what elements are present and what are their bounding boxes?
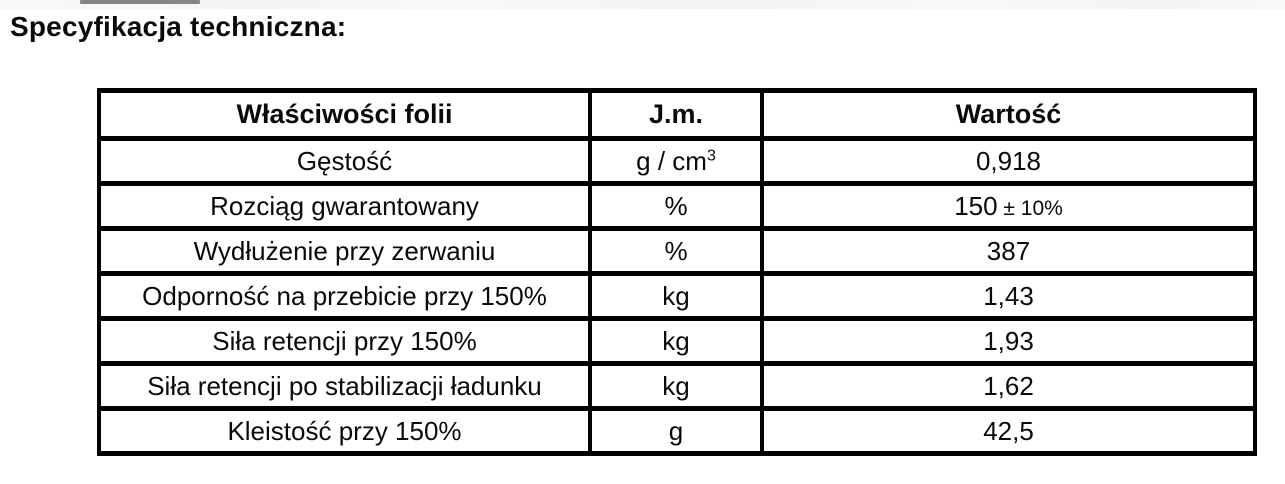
spec-table-body <box>99 139 1255 454</box>
value-text: 0,918 <box>975 145 1042 176</box>
scan-artifact-smudge <box>80 0 200 4</box>
cell-property: Siła retencji przy 150% <box>99 319 590 364</box>
value-text: 387 <box>986 235 1031 266</box>
value-suffix: ± 10% <box>997 196 1063 220</box>
table-row <box>99 319 1255 364</box>
unit-text: % <box>664 190 688 221</box>
table-row <box>99 139 1255 184</box>
unit-superscript: 3 <box>706 146 716 164</box>
spec-table <box>97 88 1257 456</box>
cell-unit <box>590 319 762 364</box>
unit-text: g / cm <box>636 145 707 176</box>
value-text: 150 <box>954 190 998 221</box>
unit-text: % <box>664 235 688 266</box>
cell-property: Kleistość przy 150% <box>99 409 590 454</box>
value-text: 1,43 <box>983 280 1034 311</box>
col-header-property: Właściwości folii <box>99 91 590 139</box>
unit-text: g <box>668 415 684 446</box>
cell-unit <box>590 229 762 274</box>
cell-property: Rozciąg gwarantowany <box>99 184 590 229</box>
unit-text: kg <box>662 280 690 311</box>
cell-unit <box>590 409 762 454</box>
cell-value <box>762 364 1255 409</box>
unit-text: kg <box>662 325 690 356</box>
cell-value <box>762 229 1255 274</box>
value-text: 1,93 <box>983 325 1034 356</box>
cell-unit <box>590 184 762 229</box>
table-row <box>99 364 1255 409</box>
cell-value <box>762 319 1255 364</box>
value-text: 1,62 <box>983 370 1034 401</box>
table-row <box>99 409 1255 454</box>
table-row <box>99 229 1255 274</box>
cell-value <box>762 409 1255 454</box>
col-header-unit: J.m. <box>590 91 762 139</box>
spec-table-header <box>99 91 1255 139</box>
cell-property: Siła retencji po stabilizacji ładunku <box>99 364 590 409</box>
cell-unit <box>590 364 762 409</box>
cell-value <box>762 139 1255 184</box>
cell-unit <box>590 274 762 319</box>
col-header-value: Wartość <box>762 91 1255 139</box>
header-row <box>99 91 1255 139</box>
page-title: Specyfikacja techniczna: <box>10 11 347 42</box>
value-text: 42,5 <box>983 415 1034 446</box>
unit-text: kg <box>662 370 690 401</box>
cell-property: Odporność na przebicie przy 150% <box>99 274 590 319</box>
cell-value <box>762 184 1255 229</box>
cell-property: Gęstość <box>99 139 590 184</box>
cell-value <box>762 274 1255 319</box>
cell-unit <box>590 139 762 184</box>
cell-property: Wydłużenie przy zerwaniu <box>99 229 590 274</box>
table-row <box>99 184 1255 229</box>
table-row <box>99 274 1255 319</box>
